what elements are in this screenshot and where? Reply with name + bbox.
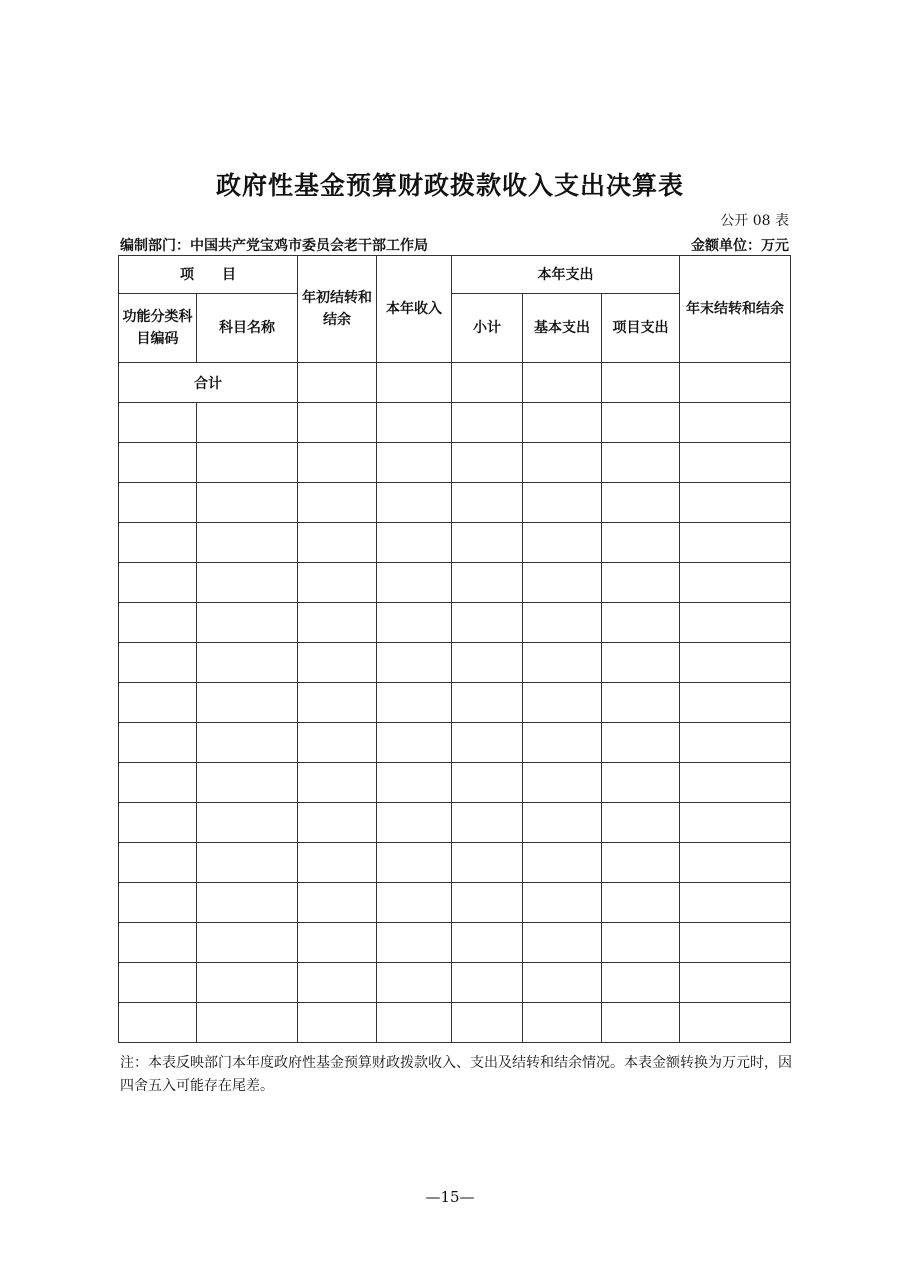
header-subject-name: 科目名称 bbox=[197, 294, 298, 363]
table-cell bbox=[523, 723, 602, 763]
table-cell bbox=[680, 603, 791, 643]
table-cell bbox=[197, 643, 298, 683]
table-cell bbox=[298, 443, 377, 483]
table-cell bbox=[452, 803, 523, 843]
table-cell bbox=[523, 443, 602, 483]
table-row bbox=[119, 723, 791, 763]
table-row bbox=[119, 403, 791, 443]
table-cell bbox=[119, 483, 197, 523]
table-cell bbox=[119, 923, 197, 963]
table-cell bbox=[452, 603, 523, 643]
table-cell bbox=[377, 963, 452, 1003]
table-cell bbox=[602, 963, 680, 1003]
table-cell bbox=[523, 603, 602, 643]
table-cell bbox=[377, 643, 452, 683]
table-cell bbox=[602, 843, 680, 883]
table-cell bbox=[119, 883, 197, 923]
table-cell bbox=[197, 723, 298, 763]
table-cell bbox=[523, 963, 602, 1003]
table-cell bbox=[602, 883, 680, 923]
header-begin-balance: 年初结转和结余 bbox=[298, 256, 377, 363]
table-cell bbox=[452, 843, 523, 883]
table-cell bbox=[523, 563, 602, 603]
table-row bbox=[119, 683, 791, 723]
table-cell bbox=[523, 923, 602, 963]
table-cell bbox=[377, 683, 452, 723]
table-cell bbox=[377, 883, 452, 923]
table-row bbox=[119, 603, 791, 643]
table-cell bbox=[602, 443, 680, 483]
table-cell bbox=[377, 923, 452, 963]
table-cell bbox=[680, 563, 791, 603]
table-cell bbox=[197, 963, 298, 1003]
table-row bbox=[119, 843, 791, 883]
table-cell bbox=[680, 883, 791, 923]
table-cell bbox=[452, 443, 523, 483]
table-cell bbox=[680, 843, 791, 883]
table-cell bbox=[602, 763, 680, 803]
table-cell bbox=[452, 683, 523, 723]
budget-table bbox=[118, 255, 791, 1043]
table-cell bbox=[680, 483, 791, 523]
table-cell bbox=[119, 523, 197, 563]
table-cell bbox=[452, 403, 523, 443]
table-cell bbox=[197, 803, 298, 843]
table-cell bbox=[377, 603, 452, 643]
table-cell bbox=[523, 643, 602, 683]
table-cell bbox=[523, 403, 602, 443]
table-cell bbox=[680, 643, 791, 683]
table-cell bbox=[523, 883, 602, 923]
table-row bbox=[119, 523, 791, 563]
table-cell bbox=[197, 883, 298, 923]
total-cell bbox=[298, 363, 377, 403]
footnote: 注：本表反映部门本年度政府性基金预算财政拨款收入、支出及结转和结余情况。本表金额转换为万元时，因四舍五入可能存在尾差。 bbox=[120, 1055, 792, 1094]
table-row bbox=[119, 923, 791, 963]
table-cell bbox=[298, 683, 377, 723]
table-cell bbox=[523, 843, 602, 883]
table-cell bbox=[452, 723, 523, 763]
table-cell bbox=[197, 1003, 298, 1043]
table-cell bbox=[523, 1003, 602, 1043]
table-cell bbox=[680, 1003, 791, 1043]
unit-label: 金额单位：万元 bbox=[691, 238, 789, 254]
table-cell bbox=[602, 1003, 680, 1043]
table-cell bbox=[298, 603, 377, 643]
table-cell bbox=[452, 563, 523, 603]
table-cell bbox=[602, 683, 680, 723]
table-cell bbox=[377, 843, 452, 883]
table-cell bbox=[298, 843, 377, 883]
table-cell bbox=[197, 523, 298, 563]
table-cell bbox=[377, 443, 452, 483]
table-row bbox=[119, 763, 791, 803]
table-cell bbox=[377, 723, 452, 763]
table-row bbox=[119, 883, 791, 923]
table-cell bbox=[119, 403, 197, 443]
table-cell bbox=[602, 803, 680, 843]
table-cell bbox=[602, 603, 680, 643]
table-cell bbox=[298, 523, 377, 563]
table-cell bbox=[119, 603, 197, 643]
table-cell bbox=[119, 963, 197, 1003]
table-cell bbox=[602, 483, 680, 523]
table-cell bbox=[298, 563, 377, 603]
table-cell bbox=[602, 523, 680, 563]
table-cell bbox=[119, 643, 197, 683]
table-cell bbox=[298, 1003, 377, 1043]
table-cell bbox=[602, 403, 680, 443]
table-cell bbox=[298, 883, 377, 923]
table-cell bbox=[523, 523, 602, 563]
table-cell bbox=[298, 723, 377, 763]
total-cell bbox=[377, 363, 452, 403]
department-label: 编制部门：中国共产党宝鸡市委员会老干部工作局 bbox=[120, 238, 428, 254]
header-end-balance: 年末结转和结余 bbox=[680, 256, 791, 363]
table-cell bbox=[298, 923, 377, 963]
table-cell bbox=[298, 963, 377, 1003]
table-cell bbox=[680, 803, 791, 843]
table-cell bbox=[119, 443, 197, 483]
table-cell bbox=[602, 723, 680, 763]
table-cell bbox=[602, 923, 680, 963]
table-cell bbox=[680, 923, 791, 963]
table-cell bbox=[298, 643, 377, 683]
table-cell bbox=[197, 403, 298, 443]
table-cell bbox=[523, 763, 602, 803]
table-cell bbox=[523, 683, 602, 723]
total-row bbox=[119, 363, 791, 403]
table-cell bbox=[377, 523, 452, 563]
table-cell bbox=[523, 483, 602, 523]
table-cell bbox=[452, 483, 523, 523]
table-row bbox=[119, 563, 791, 603]
header-subtotal: 小计 bbox=[452, 294, 523, 363]
table-cell bbox=[197, 763, 298, 803]
table-cell bbox=[680, 443, 791, 483]
table-cell bbox=[119, 723, 197, 763]
total-cell bbox=[523, 363, 602, 403]
table-cell bbox=[119, 683, 197, 723]
table-cell bbox=[197, 443, 298, 483]
table-cell bbox=[680, 763, 791, 803]
table-row bbox=[119, 963, 791, 1003]
table-cell bbox=[452, 763, 523, 803]
header-item: 项 目 bbox=[119, 256, 298, 294]
table-cell bbox=[119, 803, 197, 843]
table-cell bbox=[680, 403, 791, 443]
total-cell bbox=[452, 363, 523, 403]
table-cell bbox=[452, 523, 523, 563]
page-number: —15— bbox=[425, 1188, 475, 1206]
table-cell bbox=[119, 843, 197, 883]
table-cell bbox=[680, 963, 791, 1003]
header-func-code: 功能分类科目编码 bbox=[119, 294, 197, 363]
table-cell bbox=[197, 683, 298, 723]
table-cell bbox=[197, 563, 298, 603]
header-expense-group: 本年支出 bbox=[452, 256, 680, 294]
total-cell bbox=[680, 363, 791, 403]
table-cell bbox=[298, 483, 377, 523]
table-cell bbox=[523, 803, 602, 843]
document-title: 政府性基金预算财政拨款收入支出决算表 bbox=[215, 171, 684, 200]
table-row bbox=[119, 443, 791, 483]
table-cell bbox=[452, 963, 523, 1003]
table-cell bbox=[680, 723, 791, 763]
table-cell bbox=[377, 563, 452, 603]
table-row bbox=[119, 643, 791, 683]
table-cell bbox=[119, 1003, 197, 1043]
table-cell bbox=[197, 923, 298, 963]
header-project-expense: 项目支出 bbox=[602, 294, 680, 363]
header-income: 本年收入 bbox=[377, 256, 452, 363]
table-cell bbox=[377, 1003, 452, 1043]
table-cell bbox=[377, 403, 452, 443]
table-cell bbox=[680, 523, 791, 563]
table-cell bbox=[377, 763, 452, 803]
table-cell bbox=[197, 843, 298, 883]
table-row bbox=[119, 1003, 791, 1043]
table-cell bbox=[197, 483, 298, 523]
table-cell bbox=[452, 1003, 523, 1043]
total-cell bbox=[602, 363, 680, 403]
table-cell bbox=[119, 763, 197, 803]
table-row bbox=[119, 803, 791, 843]
table-cell bbox=[602, 563, 680, 603]
table-row bbox=[119, 483, 791, 523]
table-cell bbox=[298, 803, 377, 843]
table-cell bbox=[377, 803, 452, 843]
table-cell bbox=[602, 643, 680, 683]
table-cell bbox=[298, 403, 377, 443]
table-cell bbox=[119, 563, 197, 603]
form-number: 公开 08 表 bbox=[720, 213, 789, 229]
table-cell bbox=[377, 483, 452, 523]
table-cell bbox=[452, 643, 523, 683]
table-cell bbox=[298, 763, 377, 803]
header-basic-expense: 基本支出 bbox=[523, 294, 602, 363]
table-cell bbox=[452, 883, 523, 923]
table-cell bbox=[680, 683, 791, 723]
table-cell bbox=[452, 923, 523, 963]
total-label: 合计 bbox=[119, 363, 298, 403]
table-cell bbox=[197, 603, 298, 643]
